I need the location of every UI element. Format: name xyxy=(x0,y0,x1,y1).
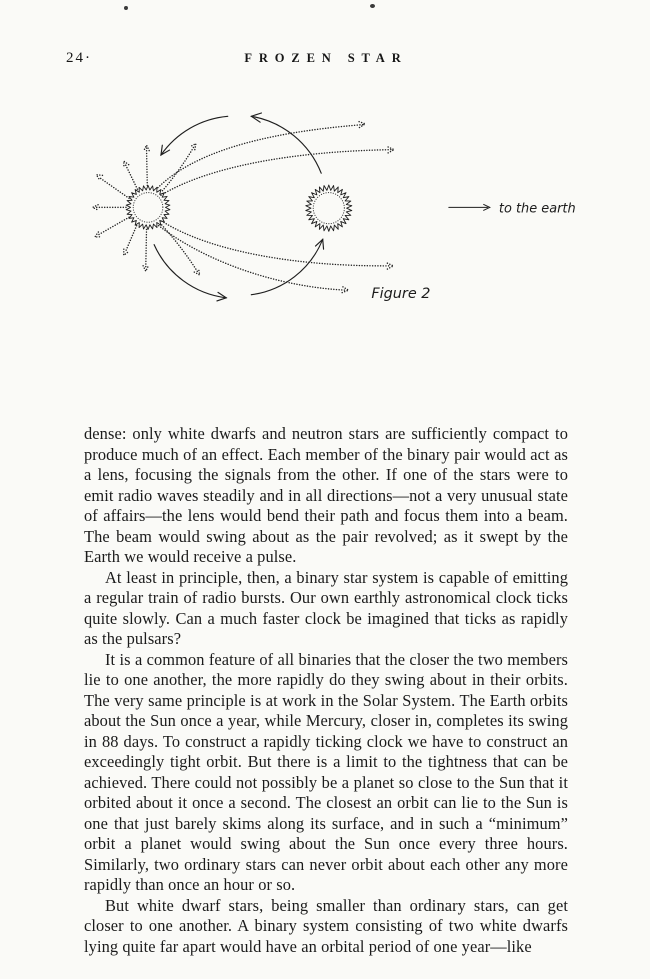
radio-ray-arrows xyxy=(93,144,200,275)
body-paragraph: But white dwarf stars, being smaller than ordinary stars, can get closer to one another. A binary system consisting of two white dwarfs lying quite far apart would have an orbital period of one year—like xyxy=(84,895,568,956)
scan-speck xyxy=(370,4,375,8)
running-head xyxy=(0,50,650,70)
earth-label: to the earth xyxy=(498,201,576,217)
page-body xyxy=(84,424,568,957)
scan-speck xyxy=(124,6,128,10)
body-paragraph: dense: only white dwarfs and neutron stars are sufficiently compact to produce much of an effect. Each member of the binary pair would act as a lens, focusing the signals from the other. If one of the stars were to emit radio waves steadily and in all directions—not a very unusual state of affairs—the lens would bend their path and focus them into a beam. The beam would swing about as the pair revolved; as it swept by the Earth we would receive a pulse. xyxy=(84,424,568,566)
figure-caption: Figure 2 xyxy=(371,285,431,302)
earth-direction xyxy=(449,202,576,217)
running-title: FROZEN STAR xyxy=(244,51,408,65)
body-paragraph: At least in principle, then, a binary star system is capable of emitting a regular train of radio bursts. Our own earthly astronomical clock ticks quite slowly. Can a much faster clock be imagined that ticks as rapidly as the pulsars? xyxy=(84,567,568,648)
orbit-arcs xyxy=(154,113,323,301)
page-number: 24· xyxy=(66,50,92,66)
body-paragraph: It is a common feature of all binaries that the closer the two members lie to one another, the more rapidly do they swing about in their orbits. The very same principle is at work in the Solar System. The Earth orbits about the Sun once a year, while Mercury, closer in, completes its swing in 88 days. To construct a rapidly ticking clock we have to construct an exceedingly tight orbit. But there is a limit to the tightness that can be achieved. There could not possibly be a planet so close to the Sun that it orbited about it once a second. The closest an orbit can lie to the Sun is one that just barely skims along its surface, and in such a “minimum” orbit a planet would swing about the Sun once every three hours. Similarly, two ordinary stars can never orbit about each other any more rapidly than once an hour or so. xyxy=(84,649,568,894)
figure-2-diagram xyxy=(0,95,650,395)
companion-star-icon xyxy=(306,185,352,231)
